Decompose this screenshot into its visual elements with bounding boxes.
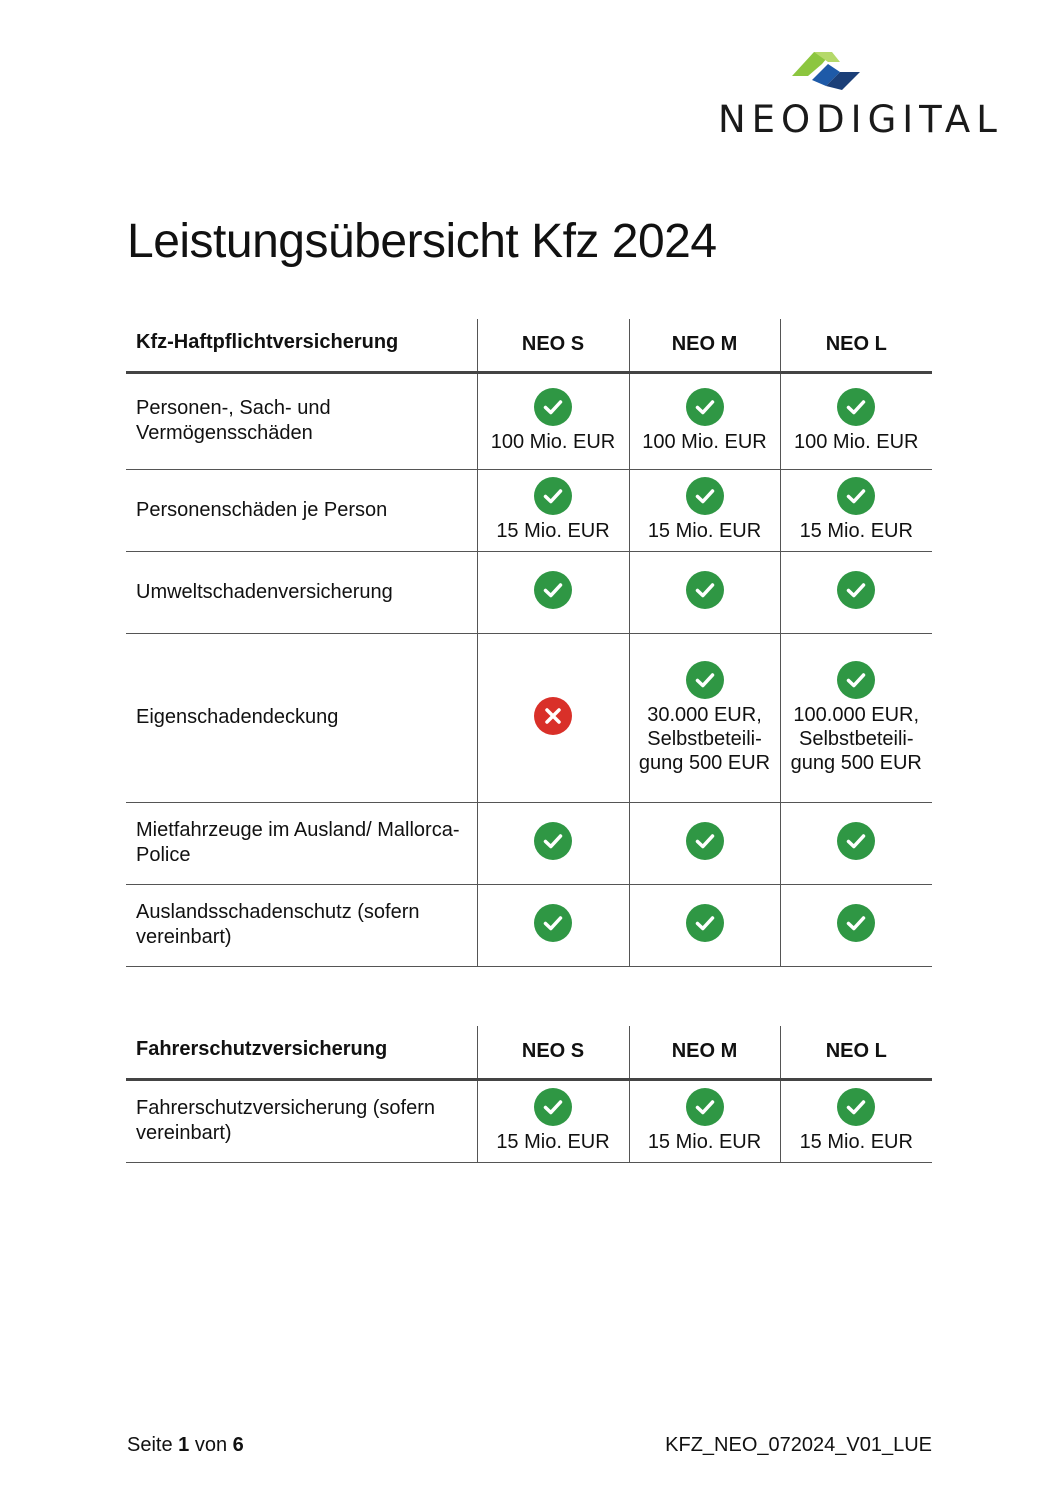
coverage-cell [629,884,780,966]
coverage-cell-content [787,1088,927,1154]
coverage-cell [780,802,932,884]
table-row [126,551,932,633]
table-header-row [126,1026,932,1079]
coverage-value: 15 Mio. EUR [647,1131,762,1153]
coverage-value: 100 Mio. EUR [642,431,767,453]
page-number [127,1434,244,1457]
coverage-cell [629,469,780,551]
page-total: 6 [232,1434,244,1456]
coverage-value: 100 Mio. EUR [794,431,919,453]
coverage-value: 15 Mio. EUR [496,1131,610,1153]
coverage-cell [780,551,932,633]
page-title: Leistungsübersicht Kfz 2024 [127,215,717,268]
coverage-value: 100.000 EUR, Selbstbeteili-gung 500 EUR [790,703,922,774]
coverage-cell-content [636,1088,774,1154]
plan-header-neo-m: NEO M [629,1026,780,1079]
coverage-cell-content [636,571,774,613]
check-icon [837,661,875,699]
row-label: Personenschäden je Person [126,469,477,551]
fahrerschutz-table [126,1026,932,1163]
check-icon [686,822,724,860]
table-row [126,1079,932,1162]
coverage-cell [629,551,780,633]
coverage-cell-content [484,697,623,739]
check-icon [534,477,572,515]
plan-header-neo-s: NEO S [477,319,629,372]
coverage-cell-content [787,822,927,864]
coverage-cell-content [787,388,927,454]
coverage-cell-content [484,477,623,543]
neodigital-logo-mark [792,50,862,94]
coverage-cell-content [636,822,774,864]
coverage-cell-content [484,388,623,454]
check-icon [534,822,572,860]
coverage-cell [780,884,932,966]
row-label: Personen-, Sach- und Vermögensschäden [126,372,477,469]
table-row [126,884,932,966]
check-icon [837,1088,875,1126]
coverage-cell-content [787,904,927,946]
coverage-cell [477,802,629,884]
coverage-value: 15 Mio. EUR [799,520,913,542]
coverage-cell [780,372,932,469]
check-icon [686,904,724,942]
coverage-cell [629,633,780,802]
plan-header-neo-l: NEO L [780,319,932,372]
check-icon [837,388,875,426]
coverage-cell [477,884,629,966]
check-icon [686,571,724,609]
coverage-cell-content [484,1088,623,1154]
row-label: Auslandsschadenschutz (sofern vereinbart) [126,884,477,966]
check-icon [837,822,875,860]
table-header-row [126,319,932,372]
check-icon [686,477,724,515]
cross-icon [534,697,572,735]
coverage-cell-content [636,661,774,775]
coverage-cell-content [636,477,774,543]
coverage-cell [629,372,780,469]
coverage-cell [477,1079,629,1162]
check-icon [686,388,724,426]
check-icon [837,571,875,609]
plan-header-neo-l: NEO L [780,1026,932,1079]
coverage-cell-content [484,904,623,946]
coverage-cell [780,1079,932,1162]
check-icon [534,904,572,942]
coverage-cell [780,469,932,551]
check-icon [534,388,572,426]
coverage-cell [629,802,780,884]
check-icon [686,661,724,699]
coverage-value: 15 Mio. EUR [496,520,610,542]
coverage-cell-content [636,904,774,946]
coverage-value: 30.000 EUR, Selbstbeteili-gung 500 EUR [638,703,771,774]
page-mid: von [194,1434,228,1456]
page-current: 1 [178,1434,190,1456]
coverage-cell [780,633,932,802]
coverage-cell-content [636,388,774,454]
coverage-cell [477,551,629,633]
check-icon [837,904,875,942]
coverage-cell-content [484,571,623,613]
row-label: Mietfahrzeuge im Ausland/ Mallorca-Police [126,802,477,884]
neodigital-wordmark: NEODIGITAL [718,98,1003,141]
coverage-value: 15 Mio. EUR [647,520,762,542]
coverage-value: 15 Mio. EUR [799,1131,913,1153]
coverage-cell [477,469,629,551]
check-icon [686,1088,724,1126]
row-label: Eigenschadendeckung [126,633,477,802]
table-section-header: Kfz-Haftpflichtversicherung [126,319,477,372]
table-row [126,372,932,469]
plan-header-neo-m: NEO M [629,319,780,372]
neodigital-logo [716,46,1003,142]
coverage-value: 100 Mio. EUR [490,431,616,453]
table-row [126,633,932,802]
page-prefix: Seite [127,1434,173,1456]
row-label: Umweltschadenversicherung [126,551,477,633]
check-icon [534,1088,572,1126]
coverage-cell-content [787,477,927,543]
haftpflicht-table [126,319,932,967]
coverage-cell [477,372,629,469]
check-icon [534,571,572,609]
table-row [126,469,932,551]
table-section-header: Fahrerschutzversicherung [126,1026,477,1079]
coverage-cell [629,1079,780,1162]
coverage-cell-content [787,571,927,613]
table-row [126,802,932,884]
coverage-cell-content [484,822,623,864]
coverage-cell [477,633,629,802]
plan-header-neo-s: NEO S [477,1026,629,1079]
coverage-cell-content [787,661,927,775]
check-icon [837,477,875,515]
row-label: Fahrerschutzversicherung (sofern vereinbart) [126,1079,477,1162]
document-code: KFZ_NEO_072024_V01_LUE [665,1434,932,1456]
